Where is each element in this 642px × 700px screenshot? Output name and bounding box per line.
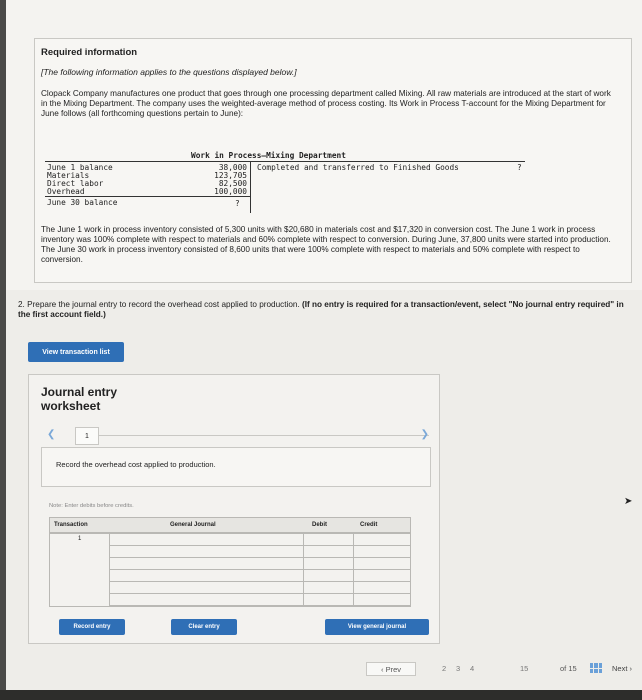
balance-label: June 30 balance [47, 198, 118, 207]
page-link[interactable]: 2 [442, 664, 447, 673]
debit-field[interactable] [304, 570, 354, 582]
credit-amount: ? [517, 163, 522, 172]
prev-button[interactable] [366, 662, 416, 676]
journal-table-body [49, 533, 411, 607]
journal-table [49, 517, 411, 607]
transaction-cell [50, 594, 110, 606]
t-account-balance-rule [45, 196, 250, 197]
header-debit: Debit [312, 522, 327, 528]
credit-field[interactable] [354, 546, 410, 558]
debit-field[interactable] [304, 534, 354, 546]
view-general-journal-button[interactable]: View general journal [325, 619, 429, 635]
debit-field[interactable] [304, 558, 354, 570]
instruction-box [41, 447, 431, 487]
header-transaction: Transaction [54, 522, 88, 528]
debit-label: June 1 balance [47, 163, 113, 172]
debit-amount: 38,000 [218, 163, 247, 172]
company-description: Clopack Company manufactures one product that goes through one processing department called Mixing. All raw materials are introduced at the start of work in the Mixing Department. The company uses the weighted-average method of process costing. Its Work in Process T-account for the Mixing Department for June follows (all forthcoming questions pertain to June): [41, 89, 611, 118]
debit-credit-note: Note: Enter debits before credits. [49, 503, 134, 509]
worksheet-page-tab[interactable]: 1 [75, 427, 99, 445]
chevron-right-icon[interactable]: ❯ [420, 429, 429, 440]
debit-field[interactable] [304, 546, 354, 558]
debit-field[interactable] [304, 594, 354, 606]
transaction-cell [50, 558, 110, 570]
transaction-number: 1 [50, 534, 110, 546]
table-row [50, 546, 412, 558]
credit-field[interactable] [354, 594, 410, 606]
table-row [50, 534, 412, 546]
debit-amount: 82,500 [218, 179, 247, 188]
journal-table-header [49, 517, 411, 533]
table-row [50, 570, 412, 582]
header-general-journal: General Journal [170, 522, 216, 528]
credit-field[interactable] [354, 558, 410, 570]
t-account-top-rule [45, 161, 525, 162]
grid-icon[interactable] [590, 663, 602, 673]
page-link[interactable]: 4 [470, 664, 475, 673]
next-label: Next [612, 664, 628, 673]
page-total: of 15 [560, 664, 577, 673]
t-account [45, 151, 535, 213]
debit-field[interactable] [304, 582, 354, 594]
account-field[interactable] [110, 582, 304, 594]
account-field[interactable] [110, 534, 304, 546]
transaction-cell [50, 570, 110, 582]
transaction-cell [50, 582, 110, 594]
table-row [50, 558, 412, 570]
view-transaction-list-button[interactable]: View transaction list [28, 342, 124, 362]
chevron-left-icon[interactable]: ❮ [47, 429, 56, 440]
worksheet-title: Journal entry worksheet [41, 385, 118, 413]
screen-bezel [0, 690, 642, 700]
table-row [50, 582, 412, 594]
journal-entry-worksheet [28, 374, 440, 644]
account-field[interactable] [110, 570, 304, 582]
header-credit: Credit [360, 522, 378, 528]
credit-field[interactable] [354, 534, 410, 546]
next-button[interactable] [612, 664, 632, 673]
credit-field[interactable] [354, 582, 410, 594]
question-bold: (If no entry is required for a transaction/event, select "No journal entry required" in the first account field.) [18, 300, 624, 319]
nav-divider [99, 435, 429, 436]
worksheet-nav [29, 427, 441, 445]
balance-amount: ? [235, 199, 240, 208]
account-field[interactable] [110, 594, 304, 606]
table-row [50, 594, 412, 606]
question-section [6, 290, 642, 690]
debit-label: Overhead [47, 187, 85, 196]
account-field[interactable] [110, 558, 304, 570]
debit-amount: 100,000 [214, 187, 247, 196]
mouse-cursor-icon: ➤ [624, 496, 633, 507]
info-box [34, 38, 632, 283]
chevron-left-icon: ‹ [380, 664, 386, 674]
question-text [18, 300, 628, 320]
page-link[interactable]: 15 [520, 664, 529, 673]
prev-label: Prev [385, 664, 401, 674]
journal-rows [50, 534, 410, 606]
credit-label: Completed and transferred to Finished Goods [257, 163, 459, 172]
debit-amount: 123,705 [214, 171, 247, 180]
record-entry-button[interactable]: Record entry [59, 619, 125, 635]
instruction-text: Record the overhead cost applied to production. [56, 460, 216, 469]
credit-field[interactable] [354, 570, 410, 582]
debit-label: Direct labor [47, 179, 104, 188]
debit-label: Materials [47, 171, 90, 180]
required-info-note: [The following information applies to the questions displayed below.] [41, 67, 297, 77]
question-plain: 2. Prepare the journal entry to record the overhead cost applied to production. [18, 300, 303, 309]
t-account-center-rule [250, 161, 251, 213]
page-link[interactable]: 3 [456, 664, 461, 673]
question-pager [366, 662, 642, 678]
required-information-section [6, 0, 642, 290]
clear-entry-button[interactable]: Clear entry [171, 619, 237, 635]
account-field[interactable] [110, 546, 304, 558]
required-info-title: Required information [41, 47, 138, 58]
inventory-description: The June 1 work in process inventory consisted of 5,300 units with $20,680 in materials cost and $17,320 in conversion cost. The June 1 work in process inventory was 100% complete with respect to materials and 60% complete with respect to conversion. During June, 37,800 units were started into production. The June 30 work in process inventory consisted of 8,600 units that were 100% complete with respect to materials and 50% complete with respect to conversion. [41, 225, 611, 264]
transaction-cell [50, 546, 110, 558]
page [6, 0, 642, 690]
t-account-title: Work in Process—Mixing Department [191, 151, 346, 160]
chevron-right-icon: › [629, 664, 633, 673]
